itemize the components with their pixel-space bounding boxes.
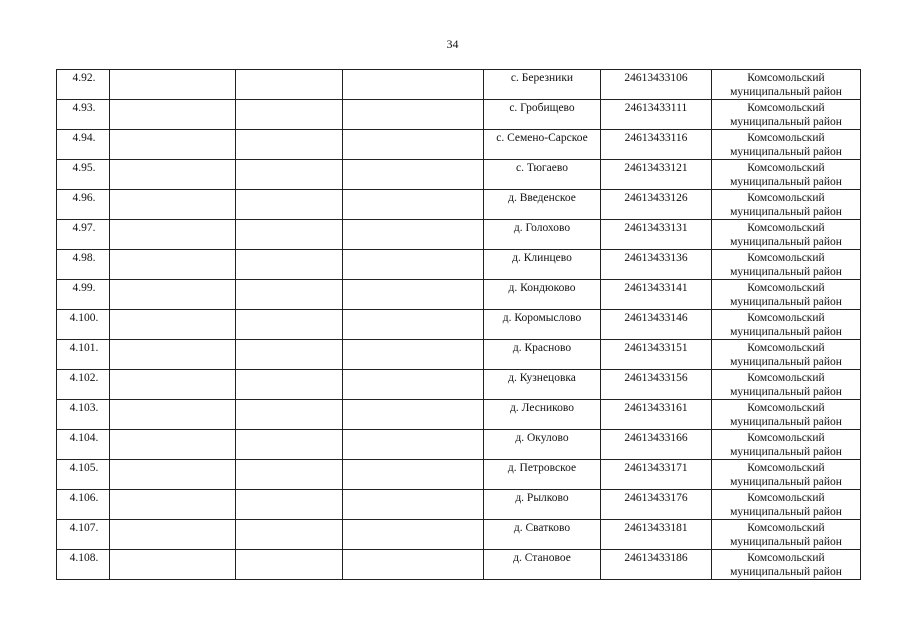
district-cell — [712, 250, 861, 280]
settlement-cell — [484, 490, 601, 520]
empty-cell — [110, 340, 236, 370]
oktmo-code-cell — [601, 340, 712, 370]
empty-cell — [343, 100, 484, 130]
district-line-2: муниципальный район — [730, 536, 842, 548]
oktmo-code-cell — [601, 100, 712, 130]
empty-cell — [343, 370, 484, 400]
oktmo-code-cell — [601, 70, 712, 100]
district-line-1: Комсомольский — [747, 552, 825, 564]
district-cell — [712, 130, 861, 160]
settlement-name: д. Голохово — [513, 222, 571, 234]
row-number-cell — [57, 460, 110, 490]
settlement-name: д. Становое — [513, 552, 571, 564]
page-number: 34 — [446, 37, 459, 51]
row-number-cell — [57, 340, 110, 370]
district-cell — [712, 310, 861, 340]
district-cell — [712, 160, 861, 190]
row-number: 4.98. — [72, 252, 96, 264]
empty-cell — [343, 460, 484, 490]
row-number-cell — [57, 250, 110, 280]
settlement-cell — [484, 130, 601, 160]
settlement-name: д. Петровское — [507, 462, 577, 474]
settlement-name: с. Гробищево — [509, 102, 575, 114]
oktmo-code-cell — [601, 190, 712, 220]
oktmo-code-cell — [601, 460, 712, 490]
settlement-name: д. Окулово — [515, 432, 569, 444]
district-line-1: Комсомольский — [747, 102, 825, 114]
district-line-2: муниципальный район — [730, 86, 842, 98]
table-row — [57, 370, 861, 400]
settlement-cell — [484, 520, 601, 550]
oktmo-code: 24613433181 — [624, 522, 688, 534]
district-line-1: Комсомольский — [747, 312, 825, 324]
empty-cell — [236, 340, 343, 370]
empty-cell — [236, 130, 343, 160]
empty-cell — [110, 220, 236, 250]
settlement-name: д. Коромыслово — [502, 312, 582, 324]
district-cell — [712, 490, 861, 520]
oktmo-code-cell — [601, 520, 712, 550]
table-row — [57, 220, 861, 250]
district-cell — [712, 340, 861, 370]
empty-cell — [110, 310, 236, 340]
oktmo-code-cell — [601, 160, 712, 190]
empty-cell — [343, 430, 484, 460]
empty-cell — [236, 100, 343, 130]
empty-cell — [236, 190, 343, 220]
row-number-cell — [57, 70, 110, 100]
settlement-name: д. Рылково — [515, 492, 569, 504]
settlements-table — [56, 69, 861, 580]
row-number: 4.105. — [69, 462, 99, 474]
row-number-cell — [57, 520, 110, 550]
empty-cell — [343, 550, 484, 580]
row-number: 4.95. — [72, 162, 96, 174]
district-cell — [712, 100, 861, 130]
settlement-name: д. Клинцево — [512, 252, 572, 264]
settlement-cell — [484, 310, 601, 340]
empty-cell — [236, 310, 343, 340]
oktmo-code-cell — [601, 370, 712, 400]
oktmo-code: 24613433131 — [624, 222, 688, 234]
district-cell — [712, 370, 861, 400]
empty-cell — [343, 400, 484, 430]
empty-cell — [110, 430, 236, 460]
district-line-1: Комсомольский — [747, 132, 825, 144]
oktmo-code: 24613433116 — [624, 132, 688, 144]
district-line-1: Комсомольский — [747, 402, 825, 414]
row-number-cell — [57, 280, 110, 310]
oktmo-code-cell — [601, 430, 712, 460]
empty-cell — [110, 490, 236, 520]
empty-cell — [110, 130, 236, 160]
empty-cell — [236, 430, 343, 460]
oktmo-code: 24613433166 — [624, 432, 688, 444]
district-line-2: муниципальный район — [730, 416, 842, 428]
settlement-name: с. Тюгаево — [516, 162, 568, 174]
empty-cell — [110, 70, 236, 100]
oktmo-code-cell — [601, 130, 712, 160]
settlement-cell — [484, 250, 601, 280]
row-number: 4.107. — [69, 522, 99, 534]
empty-cell — [110, 190, 236, 220]
row-number: 4.108. — [69, 552, 99, 564]
oktmo-code: 24613433176 — [624, 492, 688, 504]
district-line-2: муниципальный район — [730, 566, 842, 578]
row-number-cell — [57, 160, 110, 190]
oktmo-code: 24613433186 — [624, 552, 688, 564]
settlement-cell — [484, 550, 601, 580]
district-cell — [712, 190, 861, 220]
empty-cell — [236, 550, 343, 580]
oktmo-code-cell — [601, 400, 712, 430]
oktmo-code: 24613433111 — [624, 102, 688, 114]
row-number: 4.104. — [69, 432, 99, 444]
row-number-cell — [57, 130, 110, 160]
district-line-1: Комсомольский — [747, 432, 825, 444]
district-line-1: Комсомольский — [747, 252, 825, 264]
district-line-2: муниципальный район — [730, 326, 842, 338]
row-number: 4.103. — [69, 402, 99, 414]
district-cell — [712, 220, 861, 250]
row-number-cell — [57, 310, 110, 340]
oktmo-code-cell — [601, 280, 712, 310]
oktmo-code-cell — [601, 250, 712, 280]
empty-cell — [343, 220, 484, 250]
row-number-cell — [57, 370, 110, 400]
district-cell — [712, 460, 861, 490]
district-line-2: муниципальный район — [730, 506, 842, 518]
table-row — [57, 310, 861, 340]
settlement-cell — [484, 430, 601, 460]
row-number: 4.101. — [69, 342, 99, 354]
district-line-1: Комсомольский — [747, 522, 825, 534]
settlement-cell — [484, 100, 601, 130]
settlement-cell — [484, 70, 601, 100]
settlement-name: д. Введенское — [508, 192, 576, 204]
empty-cell — [236, 460, 343, 490]
oktmo-code: 24613433121 — [624, 162, 688, 174]
empty-cell — [343, 340, 484, 370]
empty-cell — [110, 520, 236, 550]
district-line-2: муниципальный район — [730, 476, 842, 488]
table-row — [57, 130, 861, 160]
oktmo-code: 24613433151 — [624, 342, 688, 354]
row-number: 4.96. — [72, 192, 96, 204]
table-row — [57, 100, 861, 130]
settlement-cell — [484, 340, 601, 370]
row-number: 4.94. — [72, 132, 96, 144]
table-row — [57, 520, 861, 550]
row-number: 4.106. — [69, 492, 99, 504]
empty-cell — [110, 160, 236, 190]
oktmo-code: 24613433141 — [624, 282, 688, 294]
empty-cell — [343, 520, 484, 550]
empty-cell — [343, 190, 484, 220]
table-row — [57, 400, 861, 430]
table-row — [57, 160, 861, 190]
row-number-cell — [57, 490, 110, 520]
settlement-cell — [484, 460, 601, 490]
district-line-1: Комсомольский — [747, 192, 825, 204]
table-row — [57, 430, 861, 460]
oktmo-code-cell — [601, 220, 712, 250]
district-line-1: Комсомольский — [747, 492, 825, 504]
empty-cell — [110, 550, 236, 580]
district-line-1: Комсомольский — [747, 372, 825, 384]
empty-cell — [236, 160, 343, 190]
empty-cell — [236, 490, 343, 520]
district-line-2: муниципальный район — [730, 176, 842, 188]
district-line-1: Комсомольский — [747, 342, 825, 354]
district-line-1: Комсомольский — [747, 282, 825, 294]
district-line-1: Комсомольский — [747, 72, 825, 84]
row-number: 4.99. — [72, 282, 96, 294]
empty-cell — [236, 400, 343, 430]
row-number-cell — [57, 220, 110, 250]
row-number-cell — [57, 430, 110, 460]
settlement-name: д. Сватково — [513, 522, 571, 534]
oktmo-code: 24613433106 — [624, 72, 688, 84]
oktmo-code: 24613433126 — [624, 192, 688, 204]
table-row — [57, 280, 861, 310]
oktmo-code: 24613433171 — [624, 462, 688, 474]
row-number-cell — [57, 100, 110, 130]
district-cell — [712, 400, 861, 430]
row-number-cell — [57, 190, 110, 220]
empty-cell — [343, 310, 484, 340]
empty-cell — [110, 460, 236, 490]
empty-cell — [343, 490, 484, 520]
settlement-cell — [484, 220, 601, 250]
empty-cell — [343, 280, 484, 310]
settlement-name: д. Красново — [512, 342, 572, 354]
settlement-name: д. Кондюково — [508, 282, 576, 294]
district-cell — [712, 550, 861, 580]
empty-cell — [343, 130, 484, 160]
row-number: 4.100. — [69, 312, 99, 324]
table-row — [57, 340, 861, 370]
district-cell — [712, 280, 861, 310]
district-line-2: муниципальный район — [730, 446, 842, 458]
empty-cell — [236, 70, 343, 100]
row-number: 4.93. — [72, 102, 96, 114]
settlement-cell — [484, 190, 601, 220]
settlement-cell — [484, 400, 601, 430]
table-row — [57, 550, 861, 580]
district-line-2: муниципальный район — [730, 146, 842, 158]
settlement-cell — [484, 280, 601, 310]
district-line-2: муниципальный район — [730, 356, 842, 368]
settlement-name: с. Семено-Сарское — [496, 132, 588, 144]
district-line-2: муниципальный район — [730, 386, 842, 398]
empty-cell — [236, 220, 343, 250]
table-body — [57, 70, 861, 580]
district-line-2: муниципальный район — [730, 206, 842, 218]
district-line-2: муниципальный район — [730, 236, 842, 248]
empty-cell — [110, 100, 236, 130]
oktmo-code: 24613433136 — [624, 252, 688, 264]
oktmo-code-cell — [601, 550, 712, 580]
table-row — [57, 190, 861, 220]
table-row — [57, 70, 861, 100]
row-number: 4.92. — [72, 72, 96, 84]
empty-cell — [343, 250, 484, 280]
row-number: 4.102. — [69, 372, 99, 384]
oktmo-code: 24613433156 — [624, 372, 688, 384]
district-cell — [712, 430, 861, 460]
empty-cell — [236, 280, 343, 310]
empty-cell — [110, 280, 236, 310]
settlement-name: с. Березники — [510, 72, 574, 84]
district-cell — [712, 520, 861, 550]
row-number: 4.97. — [72, 222, 96, 234]
oktmo-code-cell — [601, 490, 712, 520]
settlement-cell — [484, 370, 601, 400]
district-line-2: муниципальный район — [730, 296, 842, 308]
oktmo-code: 24613433161 — [624, 402, 688, 414]
row-number-cell — [57, 400, 110, 430]
district-line-2: муниципальный район — [730, 116, 842, 128]
settlement-name: д. Лесниково — [510, 402, 574, 414]
table-row — [57, 460, 861, 490]
row-number-cell — [57, 550, 110, 580]
table-row — [57, 250, 861, 280]
district-cell — [712, 70, 861, 100]
settlement-name: д. Кузнецовка — [508, 372, 576, 384]
empty-cell — [110, 370, 236, 400]
empty-cell — [343, 70, 484, 100]
empty-cell — [110, 400, 236, 430]
empty-cell — [236, 370, 343, 400]
oktmo-code-cell — [601, 310, 712, 340]
settlement-cell — [484, 160, 601, 190]
empty-cell — [110, 250, 236, 280]
empty-cell — [236, 520, 343, 550]
oktmo-code: 24613433146 — [624, 312, 688, 324]
table-row — [57, 490, 861, 520]
district-line-1: Комсомольский — [747, 462, 825, 474]
empty-cell — [343, 160, 484, 190]
empty-cell — [236, 250, 343, 280]
district-line-2: муниципальный район — [730, 266, 842, 278]
district-line-1: Комсомольский — [747, 222, 825, 234]
district-line-1: Комсомольский — [747, 162, 825, 174]
